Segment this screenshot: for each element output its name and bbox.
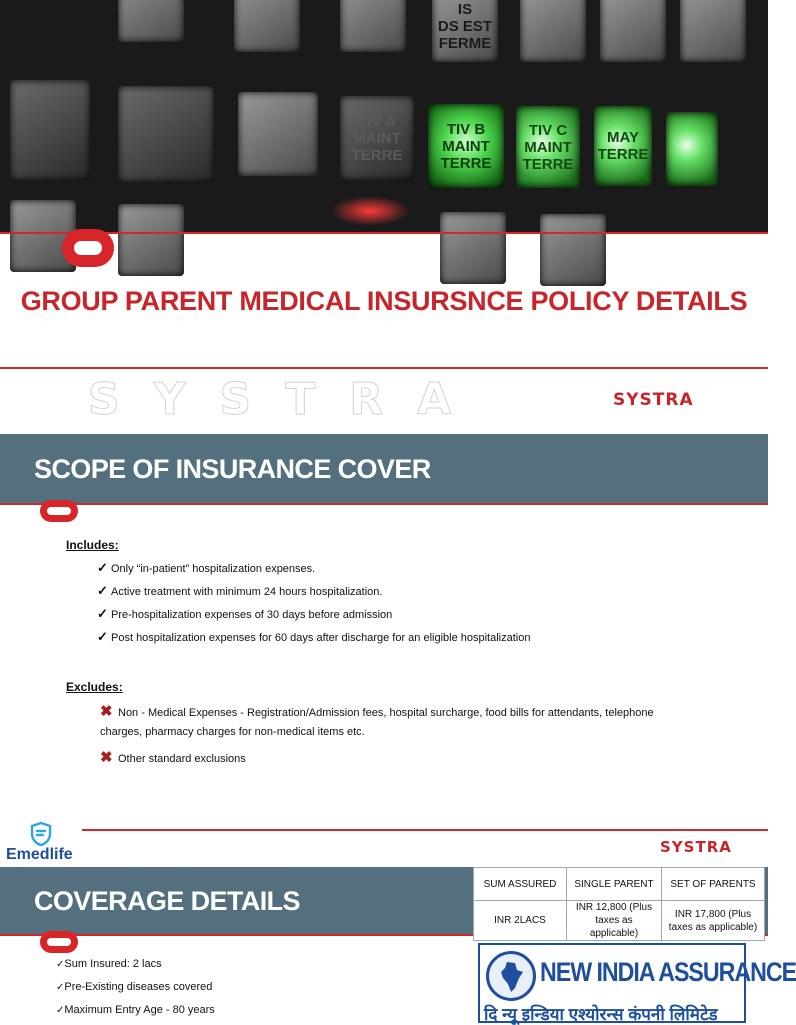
list-item: ✓Maximum Entry Age - 80 years [56, 1004, 215, 1016]
checkmark-icon: ✓ [56, 982, 65, 993]
list-item: ✓ Post hospitalization expenses for 60 days after discharge for an eligible hospitalization [97, 629, 531, 644]
page-title: GROUP PARENT MEDICAL INSURSNCE POLICY DETAILS [20, 286, 748, 316]
list-item-continuation: charges, pharmacy charges for non-medical items etc. [100, 726, 365, 738]
hero-image [0, 0, 768, 232]
checkmark-icon: ✓ [97, 629, 108, 644]
table-header: SUM ASSURED [474, 868, 567, 901]
list-item: ✖ Non - Medical Expenses - Registration/Admission fees, hospital surcharge, food bills for attendants, telephone [100, 703, 654, 720]
checkmark-icon: ✓ [97, 560, 108, 575]
insurer-name: NEW INDIA ASSURANCE [540, 957, 796, 987]
header-divider [82, 829, 768, 831]
section-heading: SCOPE OF INSURANCE COVER [34, 454, 431, 484]
tab-marker [62, 229, 114, 267]
list-item: ✓Sum Insured: 2 lacs [56, 958, 162, 970]
hero-key [600, 0, 666, 62]
hero-key [340, 0, 406, 52]
band-divider [0, 503, 768, 505]
coverage-table [473, 867, 765, 941]
hero-key [520, 0, 586, 62]
checkmark-icon: ✓ [97, 606, 108, 621]
coverage-heading: COVERAGE DETAILS [34, 886, 300, 916]
hero-key-3: TIV C MAINT TERRE [516, 106, 580, 188]
red-glow [330, 196, 410, 226]
excludes-label: Excludes: [66, 680, 123, 694]
hero-key [10, 80, 90, 180]
systra-logo: SYSTRA [660, 838, 732, 856]
hero-key-2: TIV B MAINT TERRE [428, 104, 504, 188]
hero-key [234, 0, 300, 52]
list-item: ✖ Other standard exclusions [100, 749, 246, 766]
table-header: SET OF PARENTS [662, 868, 765, 901]
india-map-emblem-icon [486, 951, 536, 1001]
checkmark-icon: ✓ [97, 583, 108, 598]
cross-icon: ✖ [100, 749, 113, 766]
insurer-name-hindi: दि न्यू इन्डिया एश्योरन्स कंपनी लिमिटेड [484, 1005, 718, 1024]
tab-marker [40, 500, 78, 522]
tab-marker [40, 931, 78, 953]
section-heading-band [0, 434, 768, 504]
hero-key [666, 112, 718, 186]
hero-key [118, 0, 184, 42]
hero-divider [0, 232, 768, 234]
hero-key [540, 214, 606, 286]
table-cell: INR 2LACS [474, 901, 567, 941]
hero-key [680, 0, 746, 62]
includes-label: Includes: [66, 538, 119, 552]
list-item: ✓Pre-Existing diseases covered [56, 981, 213, 993]
hero-key [118, 86, 214, 182]
emedlife-logo-text: Emedlife [6, 846, 73, 863]
table-header-row [474, 868, 765, 901]
hero-key [118, 204, 184, 276]
title-divider [0, 367, 768, 369]
hero-key-4: MAY TERRE [594, 106, 652, 186]
list-item: ✓ Pre-hospitalization expenses of 30 days before admission [97, 606, 393, 621]
table-row [474, 901, 765, 941]
checkmark-icon: ✓ [56, 1005, 65, 1016]
table-header: SINGLE PARENT [567, 868, 662, 901]
checkmark-icon: ✓ [56, 959, 65, 970]
hero-key [238, 92, 318, 176]
hero-key-0: IS DS EST FERME [432, 0, 498, 62]
list-item: ✓ Active treatment with minimum 24 hours hospitalization. [97, 583, 383, 598]
cross-icon: ✖ [100, 703, 113, 720]
emedlife-logo-icon [30, 822, 52, 846]
hero-key [440, 212, 506, 284]
list-item: ✓ Only “in-patient” hospitalization expenses. [97, 560, 316, 575]
table-cell: INR 17,800 (Plus taxes as applicable) [662, 901, 765, 941]
table-cell: INR 12,800 (Plus taxes as applicable) [567, 901, 662, 941]
systra-logo: SYSTRA [613, 390, 694, 410]
hero-key-1: TIV A MAINT TERRE [340, 96, 414, 180]
insurer-logo [478, 943, 796, 1024]
watermark-logo: SYSTRA [88, 374, 486, 425]
